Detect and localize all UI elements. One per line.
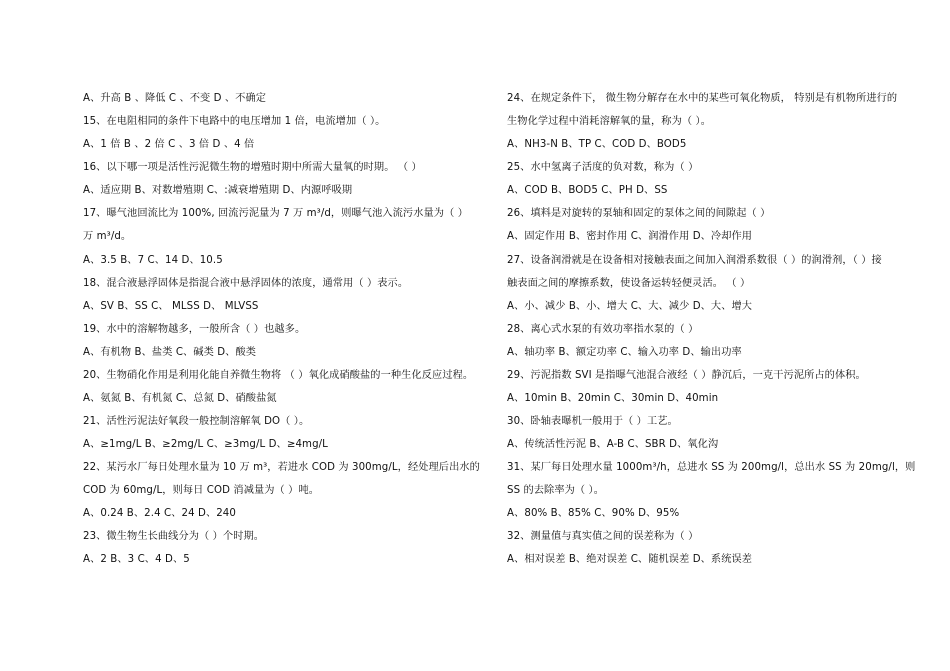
options-15: A、1 倍 B 、2 倍 C 、3 倍 D 、4 倍 [83, 139, 255, 150]
options-18: A、SV B、SS C、 MLSS D、 MLVSS [83, 301, 259, 312]
options-19: A、有机物 B、盐类 C、碱类 D、酸类 [83, 347, 257, 358]
question-22: 22、某污水厂每日处理水量为 10 万 m³，若进水 COD 为 300mg/L，经处理后出水的 [83, 462, 480, 473]
question-31-cont: SS 的去除率为（ ）。 [507, 485, 605, 496]
question-29: 29、污泥指数 SVI 是指曝气池混合液经（ ）静沉后，一克干污泥所占的体积。 [507, 370, 866, 381]
question-23: 23、微生物生长曲线分为（ ）个时期。 [83, 531, 265, 542]
question-24: 24、在规定条件下， 微生物分解存在水中的某些可氧化物质， 特别是有机物所进行的 [507, 93, 898, 104]
options-23: A、2 B、3 C、4 D、5 [83, 554, 190, 565]
question-16: 16、以下哪一项是活性污泥微生物的增殖时期中所需大量氧的时期。 （ ） [83, 162, 422, 173]
question-17-cont: 万 m³/d。 [83, 231, 132, 242]
options-31: A、80% B、85% C、90% D、95% [507, 508, 680, 519]
question-31: 31、某厂每日处理水量 1000m³/h，总进水 SS 为 200mg/l，总出水 SS 为 20mg/l，则 [507, 462, 916, 473]
options-20: A、氨氮 B、有机氮 C、总氮 D、硝酸盐氮 [83, 393, 277, 404]
question-20: 20、生物硝化作用是利用化能自养微生物将 （ ）氧化成硝酸盐的一种生化反应过程。 [83, 370, 474, 381]
question-25: 25、水中氢离子活度的负对数，称为（ ） [507, 162, 699, 173]
question-22-cont: COD 为 60mg/L，则每日 COD 消减量为（ ）吨。 [83, 485, 320, 496]
options-16: A、适应期 B、对数增殖期 C、:减衰增殖期 D、内源呼吸期 [83, 185, 353, 196]
options-25: A、COD B、BOD5 C、PH D、SS [507, 185, 668, 196]
options-32: A、相对误差 B、绝对误差 C、随机误差 D、系统误差 [507, 554, 753, 565]
options-26: A、固定作用 B、密封作用 C、润滑作用 D、冷却作用 [507, 231, 753, 242]
options-22: A、0.24 B、2.4 C、24 D、240 [83, 508, 236, 519]
question-28: 28、离心式水泵的有效功率指水泵的（ ） [507, 324, 699, 335]
question-15: 15、在电阻相同的条件下电路中的电压增加 1 倍，电流增加（ ）。 [83, 116, 386, 127]
question-27-cont: 触表面之间的摩擦系数，使设备运转轻便灵活。 （ ） [507, 278, 751, 289]
question-27: 27、设备润滑就是在设备相对接触表面之间加入润滑系数很（ ）的润滑剂，（ ）接 [507, 255, 882, 266]
options-24: A、NH3-N B、TP C、COD D、BOD5 [507, 139, 687, 150]
question-24-cont: 生物化学过程中消耗溶解氧的量，称为（ ）。 [507, 116, 711, 127]
question-26: 26、填料是对旋转的泵轴和固定的泵体之间的间隙起（ ） [507, 208, 771, 219]
options-27: A、小、减少 B、小、增大 C、大、减少 D、大、增大 [507, 301, 753, 312]
question-18: 18、混合液悬浮固体是指混合液中悬浮固体的浓度，通常用（ ）表示。 [83, 278, 409, 289]
question-19: 19、水中的溶解物越多，一般所含（ ）也越多。 [83, 324, 306, 335]
question-21: 21、活性污泥法好氧段一般控制溶解氧 DO（ ）。 [83, 416, 310, 427]
options-28: A、轴功率 B、额定功率 C、输入功率 D、输出功率 [507, 347, 742, 358]
options-17: A、3.5 B、7 C、14 D、10.5 [83, 255, 223, 266]
options-30: A、传统活性污泥 B、A-B C、SBR D、氧化沟 [507, 439, 719, 450]
question-30: 30、卧轴表曝机一般用于（ ）工艺。 [507, 416, 678, 427]
question-17: 17、曝气池回流比为 100%, 回流污泥量为 7 万 m³/d，则曝气池入流污水量为（ ） [83, 208, 468, 219]
text-line: A、升高 B 、降低 C 、不变 D 、不确定 [83, 93, 267, 104]
question-32: 32、测量值与真实值之间的误差称为（ ） [507, 531, 699, 542]
options-29: A、10min B、20min C、30min D、40min [507, 393, 719, 404]
options-21: A、≥1mg/L B、≥2mg/L C、≥3mg/L D、≥4mg/L [83, 439, 328, 450]
